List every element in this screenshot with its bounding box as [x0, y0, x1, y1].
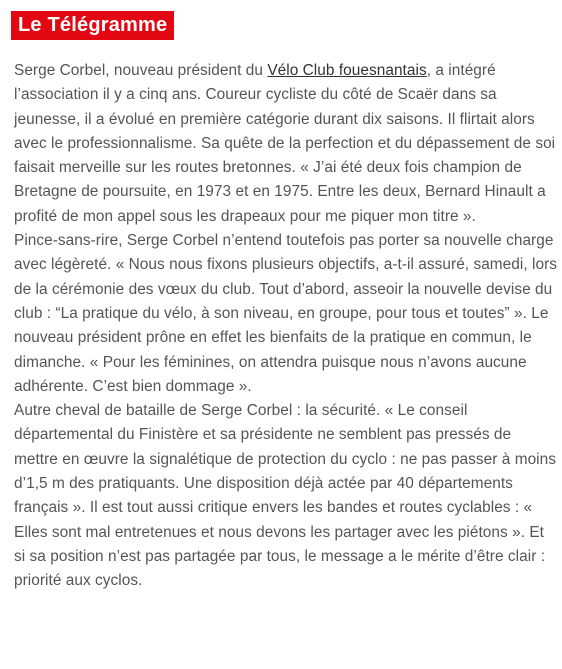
- article-paragraph-1: [14, 59, 558, 229]
- masthead-title: Le Télégramme: [18, 14, 168, 36]
- masthead-logo: [11, 11, 174, 40]
- club-link[interactable]: Vélo Club fouesnantais: [267, 62, 427, 79]
- article-body: [14, 59, 558, 594]
- article-paragraph-3: Autre cheval de bataille de Serge Corbel : la sécurité. « Le conseil départemental du Finistère et sa présidente ne semblent pas pressés de mettre en œuvre la signalétique de protection du cyclo : ne pas passer à moins d’1,5 m des pratiquants. Une disposition déjà actée par 40 départements français ». Il est tout aussi critique envers les bandes et routes cyclables : « Elles sont mal entretenues et nous devons les partager avec les piétons ». Et si sa position n’est pas partagée par tous, le message a le mérite d’être clair : priorité aux cyclos.: [14, 402, 557, 590]
- paragraph-1-intro: Serge Corbel, nouveau président du: [14, 62, 268, 79]
- paragraph-1-body: , a intégré l’association il y a cinq ans. Coureur cycliste du côté de Scaër dans sa jeunesse, il a évolué en première catégorie durant dix saisons. Il flirtait alors avec le professionnalisme. Sa quête de la perfection et du dépassement de soi faisait merveille sur les routes bretonnes. « J’ai été deux fois champion de Bretagne de poursuite, en 1973 et en 1975. Entre les deux, Bernard Hinault a profité de mon appel sous les drapeaux pour me piquer mon titre ».: [14, 62, 556, 225]
- article-paragraph-2: Pince-sans-rire, Serge Corbel n’entend toutefois pas porter sa nouvelle charge avec légèreté. « Nous nous fixons plusieurs objectifs, a-t-il assuré, samedi, lors de la cérémonie des vœux du club. Tout d’abord, asseoir la nouvelle devise du club : “La pratique du vélo, à son niveau, en groupe, pour tous et toutes” ». Le nouveau président prône en effet les bienfaits de la pratique en commun, le dimanche. « Pour les féminines, on attendra puisque nous n’avons aucune adhérente. C’est bien dommage ».: [14, 232, 558, 395]
